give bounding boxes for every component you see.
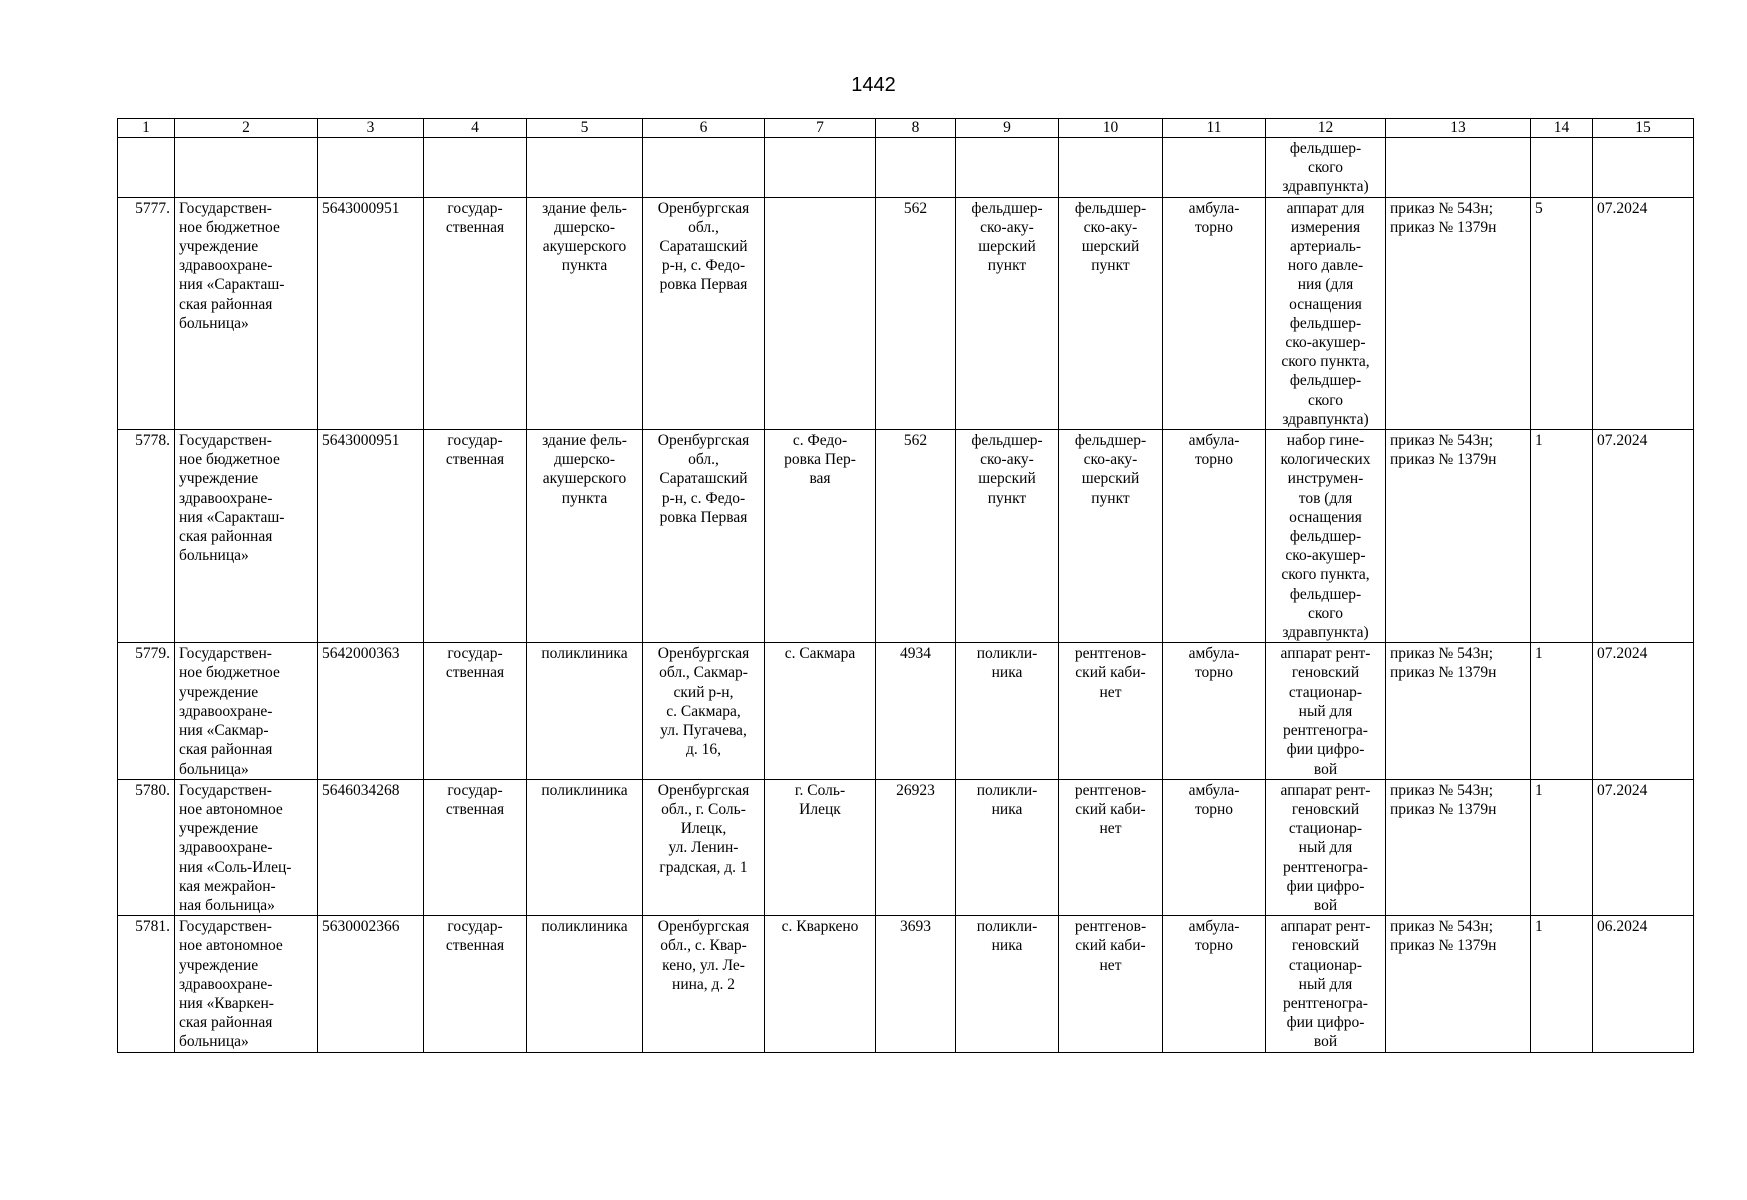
cell-care-type: амбула- торно xyxy=(1163,643,1266,779)
cell-inn: 5646034268 xyxy=(318,779,424,915)
cell-ownership: государ- ственная xyxy=(424,779,527,915)
cell-empty xyxy=(1531,138,1593,198)
cell-empty xyxy=(1386,138,1531,198)
cell-empty xyxy=(318,138,424,198)
cell-care-type: амбула- торно xyxy=(1163,916,1266,1052)
cell-population: 562 xyxy=(876,197,956,429)
cell-address: Оренбургская обл., Сакмар- ский р-н, с. Сакмара, ул. Пугачева, д. 16, xyxy=(643,643,765,779)
table-row xyxy=(118,916,1694,1052)
cell-equipment-continued: фельдшер- ского здравпункта) xyxy=(1266,138,1386,198)
header-cell: 3 xyxy=(318,119,424,138)
cell-facility: фельдшер- ско-аку- шерский пункт xyxy=(956,197,1059,429)
cell-facility: поликли- ника xyxy=(956,779,1059,915)
header-cell: 14 xyxy=(1531,119,1593,138)
cell-organization: Государствен- ное автономное учреждение здравоохране- ния «Кваркен- ская районная больница» xyxy=(175,916,318,1052)
cell-date: 07.2024 xyxy=(1593,779,1694,915)
cell-population: 4934 xyxy=(876,643,956,779)
cell-organization: Государствен- ное автономное учреждение здравоохране- ния «Соль-Илец- кая межрайон- ная больница» xyxy=(175,779,318,915)
table-row xyxy=(118,779,1694,915)
cell-equipment: набор гине- кологических инструмен- тов (для оснащения фельдшер- ско-акушер- ского пункта, фельдшер- ского здравпункта) xyxy=(1266,430,1386,643)
cell-ownership: государ- ственная xyxy=(424,916,527,1052)
cell-equipment: аппарат для измерения артериаль- ного давле- ния (для оснащения фельдшер- ско-акушер- ского пункта, фельдшер- ского здравпункта) xyxy=(1266,197,1386,429)
cell-number: 5777. xyxy=(118,197,175,429)
cell-date: 06.2024 xyxy=(1593,916,1694,1052)
cell-number: 5779. xyxy=(118,643,175,779)
cell-empty xyxy=(1059,138,1163,198)
header-cell: 1 xyxy=(118,119,175,138)
page-number: 1442 xyxy=(851,74,896,96)
cell-address: Оренбургская обл., с. Квар- кено, ул. Ле- нина, д. 2 xyxy=(643,916,765,1052)
cell-locality: г. Соль- Илецк xyxy=(765,779,876,915)
cell-empty xyxy=(643,138,765,198)
cell-building: поликлиника xyxy=(527,916,643,1052)
cell-orders: приказ № 543н; приказ № 1379н xyxy=(1386,197,1531,429)
cell-empty xyxy=(956,138,1059,198)
cell-date: 07.2024 xyxy=(1593,430,1694,643)
cell-empty xyxy=(765,138,876,198)
continuation-row xyxy=(118,138,1694,198)
cell-empty xyxy=(527,138,643,198)
cell-organization: Государствен- ное бюджетное учреждение здравоохране- ния «Саракташ- ская районная больница» xyxy=(175,430,318,643)
cell-quantity: 5 xyxy=(1531,197,1593,429)
cell-inn: 5643000951 xyxy=(318,430,424,643)
header-cell: 12 xyxy=(1266,119,1386,138)
cell-ownership: государ- ственная xyxy=(424,197,527,429)
cell-number: 5778. xyxy=(118,430,175,643)
header-cell: 8 xyxy=(876,119,956,138)
cell-number: 5781. xyxy=(118,916,175,1052)
cell-building: здание фель- дшерско- акушерского пункта xyxy=(527,197,643,429)
header-cell: 11 xyxy=(1163,119,1266,138)
cell-number: 5780. xyxy=(118,779,175,915)
cell-orders: приказ № 543н; приказ № 1379н xyxy=(1386,643,1531,779)
cell-population: 562 xyxy=(876,430,956,643)
header-row xyxy=(118,119,1694,138)
cell-unit: фельдшер- ско-аку- шерский пункт xyxy=(1059,430,1163,643)
header-cell: 5 xyxy=(527,119,643,138)
header-cell: 9 xyxy=(956,119,1059,138)
cell-inn: 5630002366 xyxy=(318,916,424,1052)
cell-organization: Государствен- ное бюджетное учреждение здравоохране- ния «Сакмар- ская районная больница» xyxy=(175,643,318,779)
cell-unit: рентгенов- ский каби- нет xyxy=(1059,779,1163,915)
cell-orders: приказ № 543н; приказ № 1379н xyxy=(1386,430,1531,643)
cell-address: Оренбургская обл., Сараташский р-н, с. Федо- ровка Первая xyxy=(643,197,765,429)
cell-address: Оренбургская обл., г. Соль- Илецк, ул. Ленин- градская, д. 1 xyxy=(643,779,765,915)
equipment-table xyxy=(117,118,1694,1053)
cell-building: поликлиника xyxy=(527,643,643,779)
header-cell: 2 xyxy=(175,119,318,138)
cell-facility: поликли- ника xyxy=(956,643,1059,779)
cell-unit: фельдшер- ско-аку- шерский пункт xyxy=(1059,197,1163,429)
header-cell: 13 xyxy=(1386,119,1531,138)
cell-orders: приказ № 543н; приказ № 1379н xyxy=(1386,916,1531,1052)
cell-empty xyxy=(1163,138,1266,198)
cell-locality: с. Сакмара xyxy=(765,643,876,779)
cell-date: 07.2024 xyxy=(1593,197,1694,429)
cell-ownership: государ- ственная xyxy=(424,643,527,779)
cell-population: 3693 xyxy=(876,916,956,1052)
cell-locality: с. Кваркено xyxy=(765,916,876,1052)
cell-building: здание фель- дшерско- акушерского пункта xyxy=(527,430,643,643)
cell-address: Оренбургская обл., Сараташский р-н, с. Федо- ровка Первая xyxy=(643,430,765,643)
cell-care-type: амбула- торно xyxy=(1163,430,1266,643)
header-cell: 15 xyxy=(1593,119,1694,138)
cell-empty xyxy=(175,138,318,198)
cell-quantity: 1 xyxy=(1531,430,1593,643)
cell-locality: с. Федо- ровка Пер- вая xyxy=(765,430,876,643)
cell-empty xyxy=(118,138,175,198)
cell-empty xyxy=(424,138,527,198)
cell-quantity: 1 xyxy=(1531,916,1593,1052)
cell-empty xyxy=(876,138,956,198)
cell-inn: 5643000951 xyxy=(318,197,424,429)
cell-date: 07.2024 xyxy=(1593,643,1694,779)
cell-equipment: аппарат рент- геновский стационар- ный для рентгеногра- фии цифро- вой xyxy=(1266,916,1386,1052)
table-row xyxy=(118,430,1694,643)
cell-building: поликлиника xyxy=(527,779,643,915)
header-cell: 7 xyxy=(765,119,876,138)
cell-equipment: аппарат рент- геновский стационар- ный для рентгеногра- фии цифро- вой xyxy=(1266,643,1386,779)
cell-facility: фельдшер- ско-аку- шерский пункт xyxy=(956,430,1059,643)
table-row xyxy=(118,643,1694,779)
cell-care-type: амбула- торно xyxy=(1163,779,1266,915)
cell-unit: рентгенов- ский каби- нет xyxy=(1059,643,1163,779)
cell-inn: 5642000363 xyxy=(318,643,424,779)
table-row xyxy=(118,197,1694,429)
header-cell: 6 xyxy=(643,119,765,138)
cell-ownership: государ- ственная xyxy=(424,430,527,643)
header-cell: 10 xyxy=(1059,119,1163,138)
cell-quantity: 1 xyxy=(1531,779,1593,915)
cell-population: 26923 xyxy=(876,779,956,915)
cell-unit: рентгенов- ский каби- нет xyxy=(1059,916,1163,1052)
header-cell: 4 xyxy=(424,119,527,138)
cell-organization: Государствен- ное бюджетное учреждение здравоохране- ния «Саракташ- ская районная больница» xyxy=(175,197,318,429)
cell-care-type: амбула- торно xyxy=(1163,197,1266,429)
cell-facility: поликли- ника xyxy=(956,916,1059,1052)
cell-equipment: аппарат рент- геновский стационар- ный для рентгеногра- фии цифро- вой xyxy=(1266,779,1386,915)
cell-orders: приказ № 543н; приказ № 1379н xyxy=(1386,779,1531,915)
cell-locality xyxy=(765,197,876,429)
cell-quantity: 1 xyxy=(1531,643,1593,779)
cell-empty xyxy=(1593,138,1694,198)
